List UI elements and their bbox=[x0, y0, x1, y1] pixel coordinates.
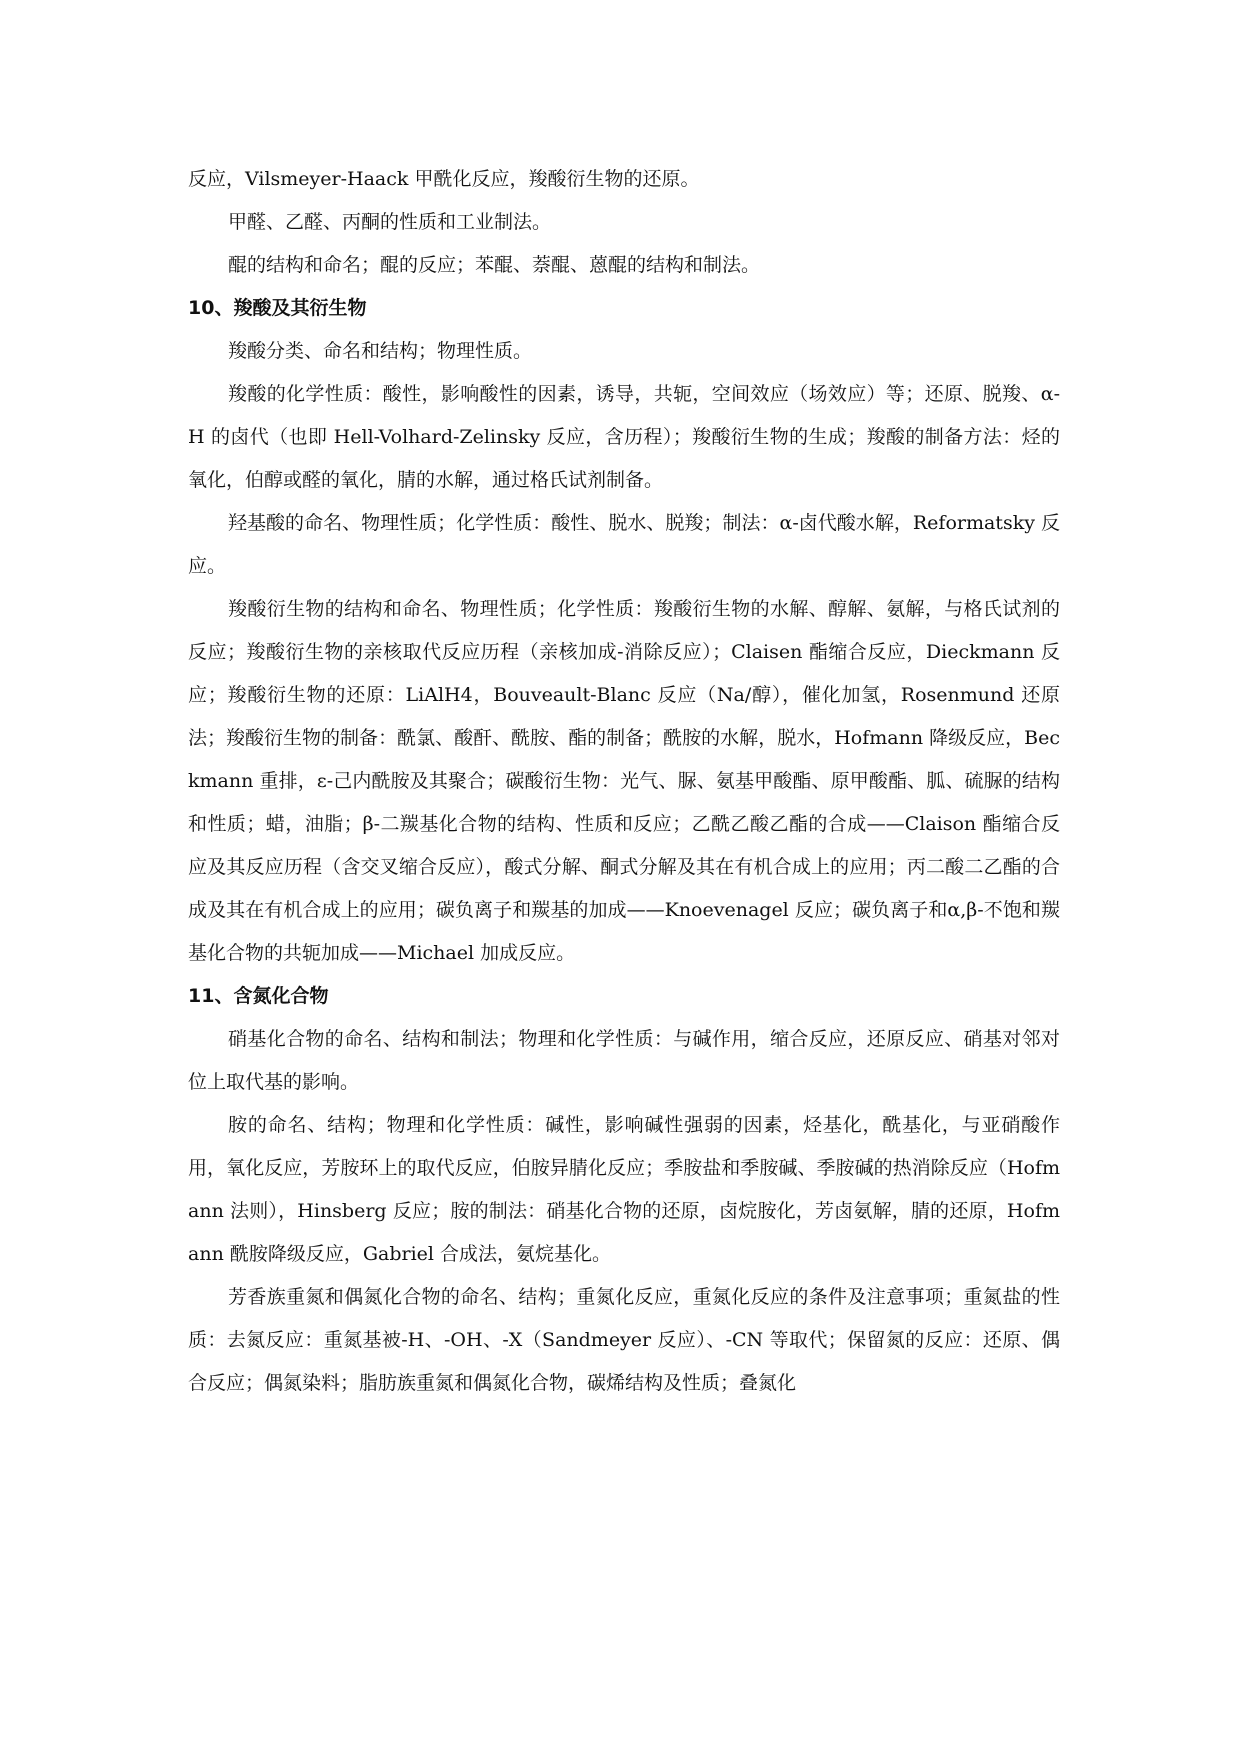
section-heading-nitrogen-compounds: 11、含氮化合物 bbox=[188, 985, 329, 1007]
paragraph-nitro-compounds: 硝基化合物的命名、结构和制法；物理和化学性质：与碱作用，缩合反应，还原反应、硝基对邻对位上取代基的影响。 bbox=[188, 1028, 1060, 1093]
paragraph-amines: 胺的命名、结构；物理和化学性质：碱性，影响碱性强弱的因素，烃基化，酰基化，与亚硝酸作用，氧化反应，芳胺环上的取代反应，伯胺异腈化反应；季胺盐和季胺碱、季胺碱的热消除反应（Hofmann 法则），Hinsberg 反应；胺的制法：硝基化合物的还原，卤烷胺化，芳卤氨解，腈的还原，Hofmann 酰胺降级反应，Gabriel 合成法，氨烷基化。 bbox=[188, 1114, 1060, 1265]
paragraph-carboxylic-classification: 羧酸分类、命名和结构；物理性质。 bbox=[228, 340, 533, 362]
document-page bbox=[188, 158, 1060, 1405]
paragraph-diazo-compounds: 芳香族重氮和偶氮化合物的命名、结构；重氮化反应，重氮化反应的条件及注意事项；重氮盐的性质：去氮反应：重氮基被-H、-OH、-X（Sandmeyer 反应）、-CN 等取代；保留氮的反应：还原、偶合反应；偶氮染料；脂肪族重氮和偶氮化合物，碳烯结构及性质；叠氮化 bbox=[188, 1286, 1060, 1394]
paragraph-quinones: 醌的结构和命名；醌的反应；苯醌、萘醌、蒽醌的结构和制法。 bbox=[228, 254, 761, 276]
paragraph-carboxylic-chemistry: 羧酸的化学性质：酸性，影响酸性的因素，诱导，共轭，空间效应（场效应）等；还原、脱羧、α-H 的卤代（也即 Hell-Volhard-Zelinsky 反应，含历程）；羧酸衍生物的生成；羧酸的制备方法：烃的氧化，伯醇或醛的氧化，腈的水解，通过格氏试剂制备。 bbox=[188, 383, 1060, 491]
paragraph-intro: 反应，Vilsmeyer-Haack 甲酰化反应，羧酸衍生物的还原。 bbox=[188, 168, 700, 190]
paragraph-hydroxy-acids: 羟基酸的命名、物理性质；化学性质：酸性、脱水、脱羧；制法：α-卤代酸水解，Reformatsky 反应。 bbox=[188, 512, 1060, 577]
section-heading-carboxylic-acids: 10、羧酸及其衍生物 bbox=[188, 297, 367, 319]
paragraph-carboxylic-derivatives: 羧酸衍生物的结构和命名、物理性质；化学性质：羧酸衍生物的水解、醇解、氨解，与格氏试剂的反应；羧酸衍生物的亲核取代反应历程（亲核加成-消除反应）；Claisen 酯缩合反应，Dieckmann 反应；羧酸衍生物的还原：LiAlH4，Bouveault-Blanc 反应（Na/醇），催化加氢，Rosenmund 还原法；羧酸衍生物的制备：酰氯、酸酐、酰胺、酯的制备；酰胺的水解，脱水，Hofmann 降级反应，Beckmann 重排，ε-己内酰胺及其聚合；碳酸衍生物：光气、脲、氨基甲酸酯、原甲酸酯、胍、硫脲的结构和性质；蜡，油脂；β-二羰基化合物的结构、性质和反应；乙酰乙酸乙酯的合成——Claison 酯缩合反应及其反应历程（含交叉缩合反应），酸式分解、酮式分解及其在有机合成上的应用；丙二酸二乙酯的合成及其在有机合成上的应用；碳负离子和羰基的加成——Knoevenagel 反应；碳负离子和α,β-不饱和羰基化合物的共轭加成——Michael 加成反应。 bbox=[188, 598, 1060, 964]
paragraph-aldehydes: 甲醛、乙醛、丙酮的性质和工业制法。 bbox=[228, 211, 552, 233]
